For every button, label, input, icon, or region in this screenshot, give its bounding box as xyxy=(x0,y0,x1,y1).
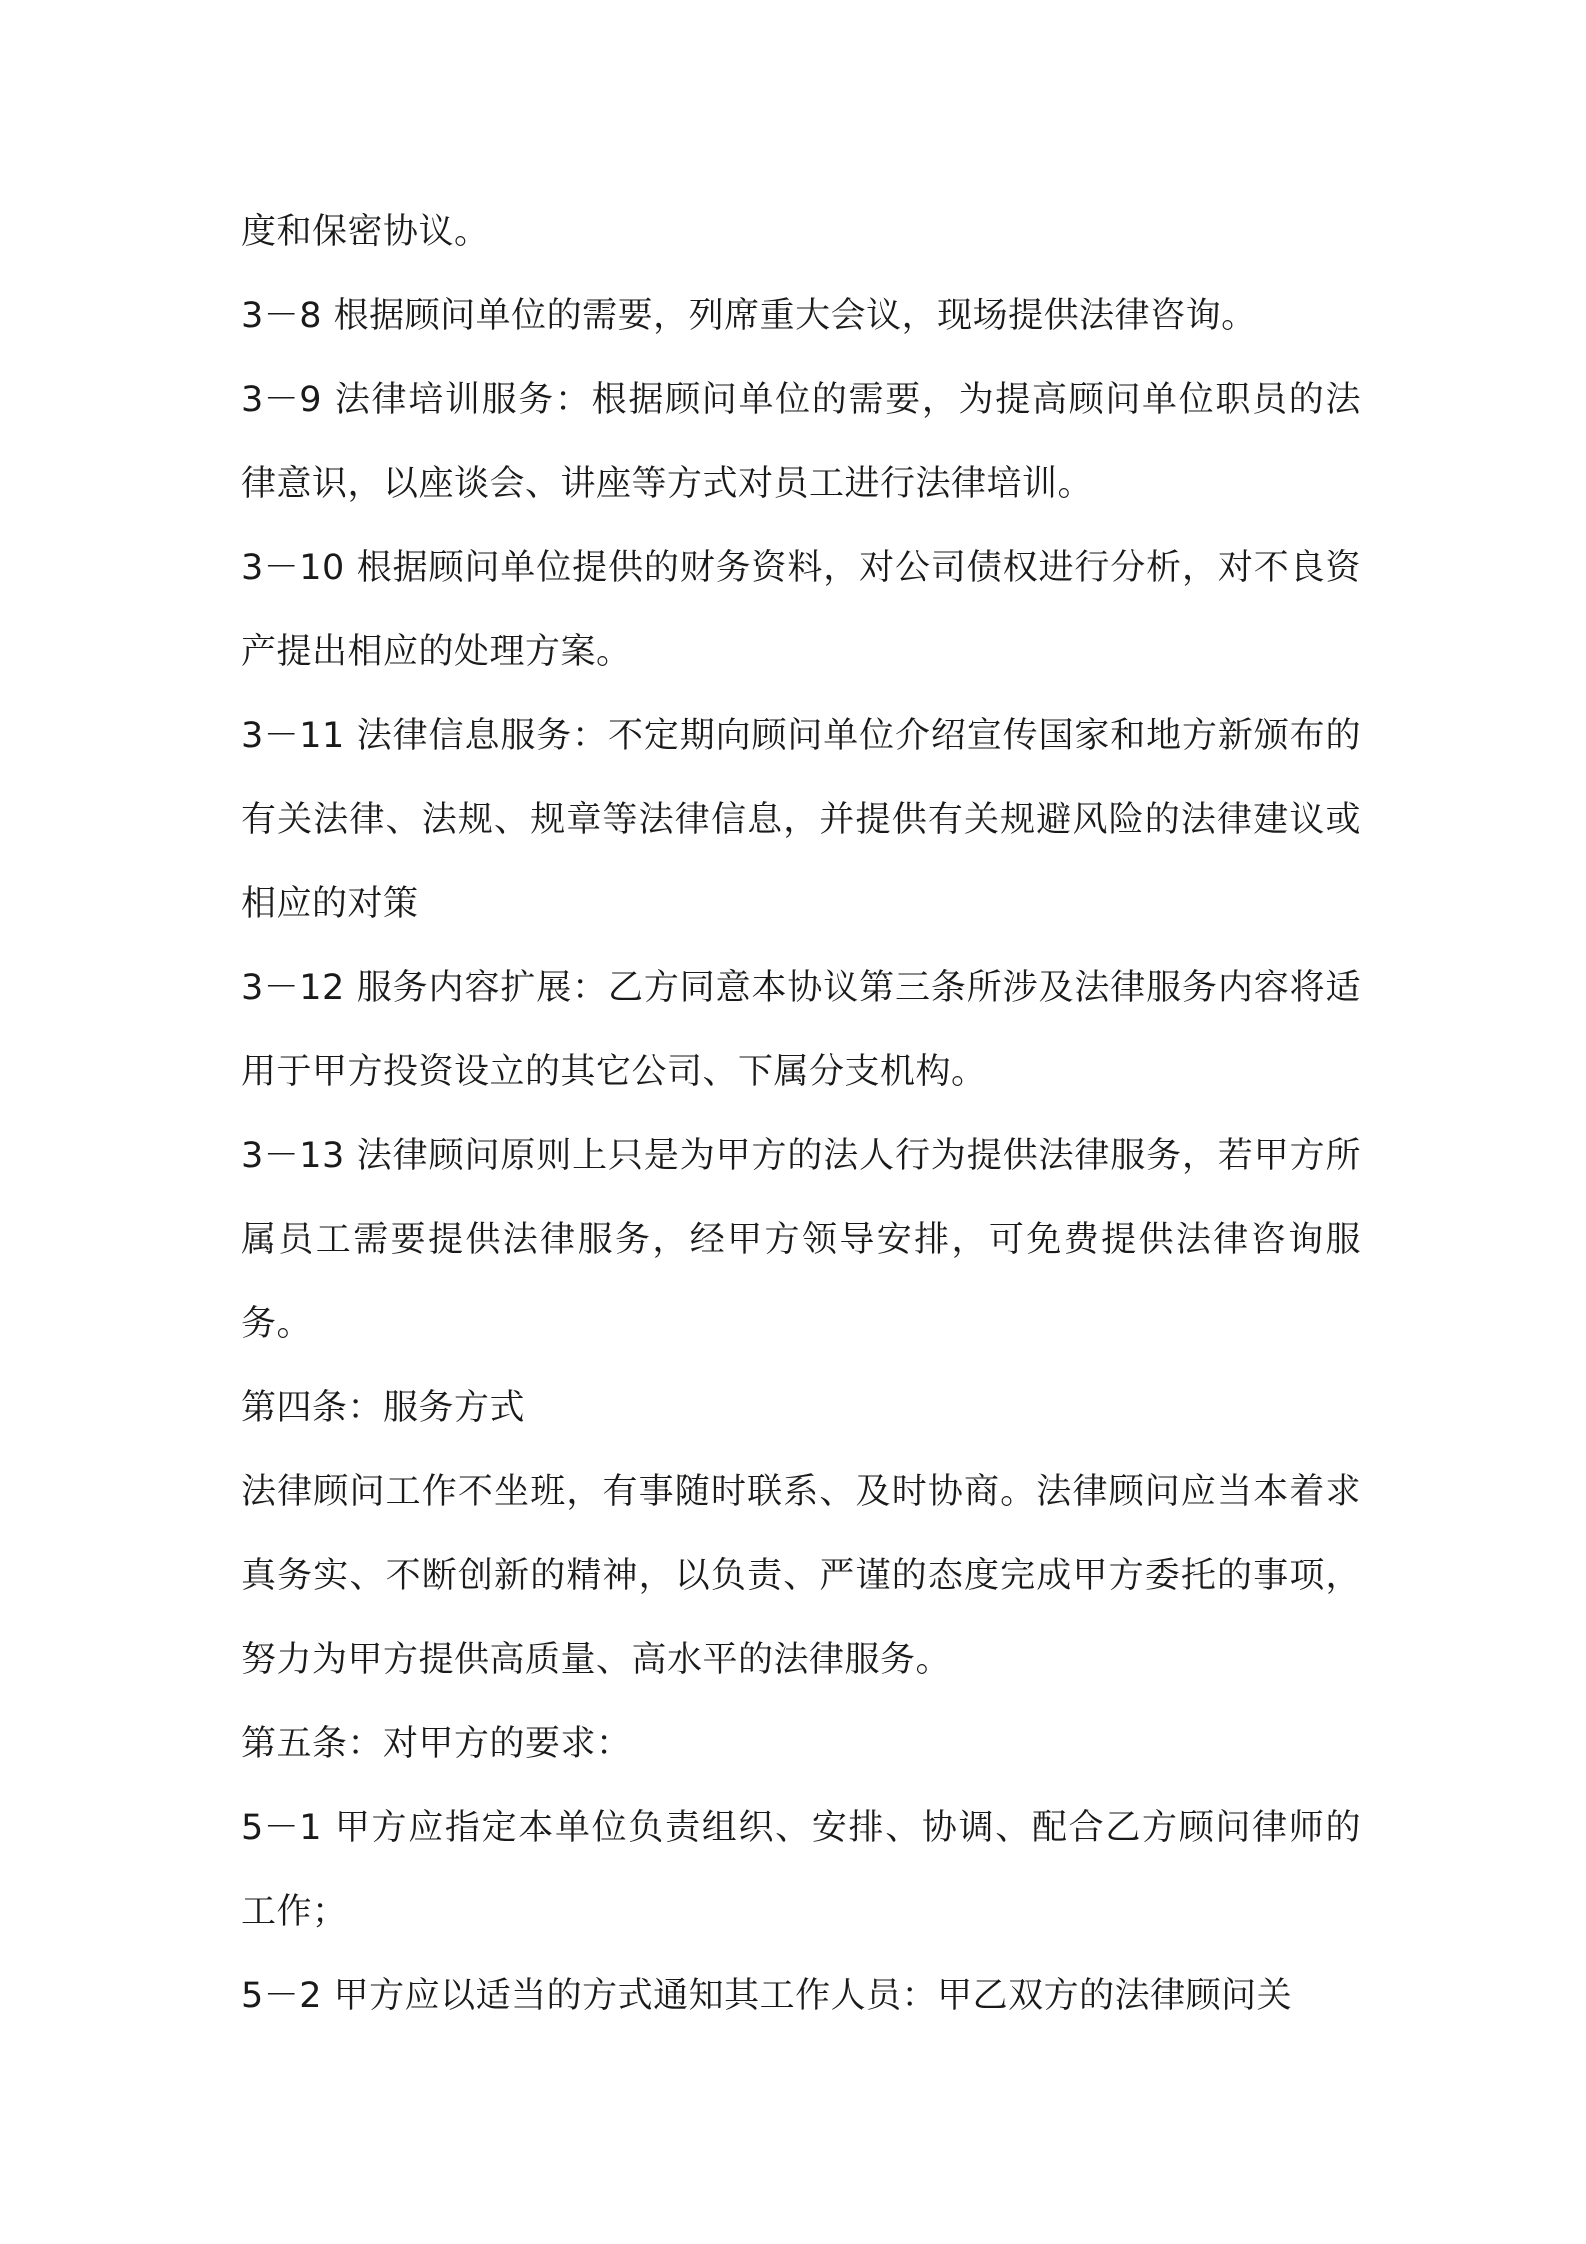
paragraph-3-11: 3－11 法律信息服务：不定期向顾问单位介绍宣传国家和地方新颁布的有关法律、法规、规章等法律信息，并提供有关规避风险的法律建议或相应的对策 xyxy=(241,716,1361,924)
paragraph-confidentiality-end: 度和保密协议。 xyxy=(241,212,490,252)
paragraph-5-1: 5－1 甲方应指定本单位负责组织、安排、协调、配合乙方顾问律师的工作； xyxy=(241,1808,1361,1932)
paragraph-3-9: 3－9 法律培训服务：根据顾问单位的需要，为提高顾问单位职员的法律意识，以座谈会、讲座等方式对员工进行法律培训。 xyxy=(241,380,1361,504)
heading-article-5: 第五条：对甲方的要求： xyxy=(241,1724,632,1764)
paragraph-3-8: 3－8 根据顾问单位的需要，列席重大会议，现场提供法律咨询。 xyxy=(241,296,1257,336)
heading-article-4: 第四条：服务方式 xyxy=(241,1388,526,1428)
paragraph-5-2: 5－2 甲方应以适当的方式通知其工作人员：甲乙双方的法律顾问关 xyxy=(241,1976,1293,2016)
paragraph-article-4-body: 法律顾问工作不坐班，有事随时联系、及时协商。法律顾问应当本着求真务实、不断创新的精神，以负责、严谨的态度完成甲方委托的事项，努力为甲方提供高质量、高水平的法律服务。 xyxy=(241,1472,1361,1680)
paragraph-3-10: 3－10 根据顾问单位提供的财务资料，对公司债权进行分析，对不良资产提出相应的处理方案。 xyxy=(241,548,1361,672)
paragraph-3-12: 3－12 服务内容扩展：乙方同意本协议第三条所涉及法律服务内容将适用于甲方投资设立的其它公司、下属分支机构。 xyxy=(241,968,1361,1092)
document-body xyxy=(241,190,1361,2038)
paragraph-3-13: 3－13 法律顾问原则上只是为甲方的法人行为提供法律服务，若甲方所属员工需要提供法律服务，经甲方领导安排，可免费提供法律咨询服务。 xyxy=(241,1136,1361,1344)
